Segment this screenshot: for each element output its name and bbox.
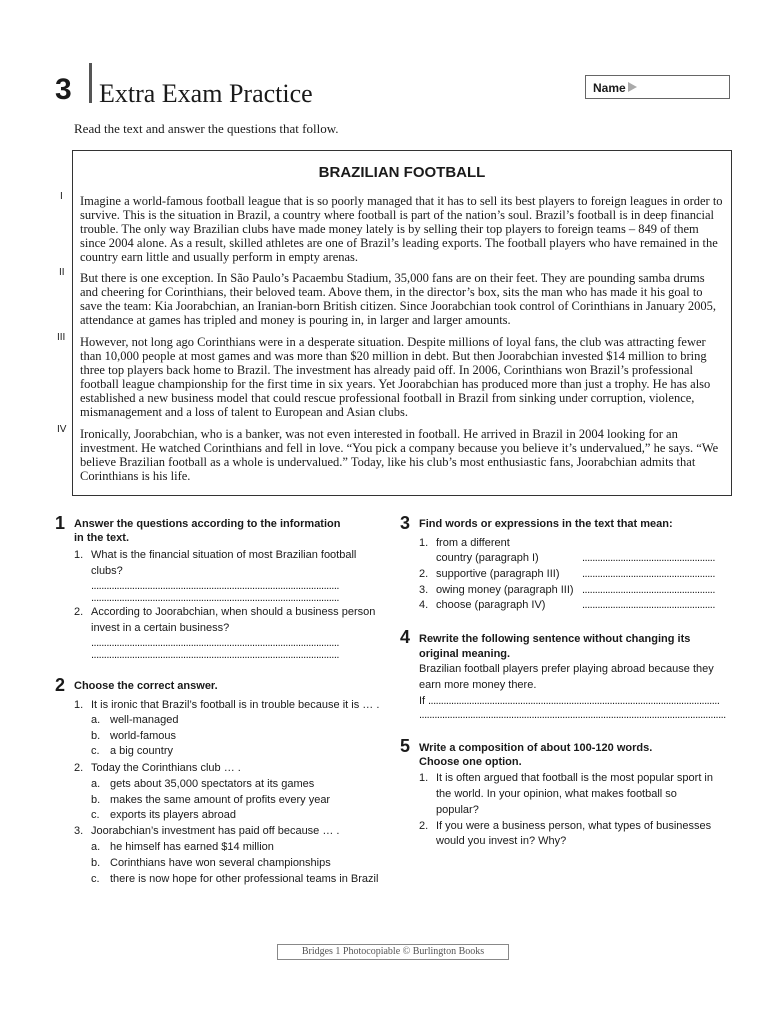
answer-line[interactable]: .................................................... [582, 584, 715, 596]
option-text[interactable]: he himself has earned $14 million [110, 841, 274, 853]
question-text: Today the Corinthians club … . [91, 762, 241, 774]
name-label: Name [593, 81, 626, 95]
paragraph-4: Ironically, Joorabchian, who is a banker, was not even interested in football. He arrived in Brazil in 2004 looking for an investment. He watched Corinthians and fell in love. “You pick a company because you believe it’s undervalued,” he says. “We believe Brazilian football as a whole is undervalued.” Today, like his club’s most enthusiastic fans, Joorabchian admits that Corinthians is his life. [80, 427, 719, 483]
answer-line[interactable]: ................................................................................................. [91, 580, 339, 592]
option-text: the world. In your opinion, what makes football so [436, 788, 677, 800]
option-letter: a. [91, 714, 101, 726]
item-text: choose (paragraph IV) [436, 599, 546, 611]
section-heading: Rewrite the following sentence without changing its [419, 633, 691, 645]
answer-line[interactable]: ........................................................................................................................ [419, 709, 726, 721]
paragraph-number: I [60, 191, 63, 202]
item-number: 4. [419, 599, 429, 611]
answer-line[interactable]: ................................................................................................. [91, 637, 339, 649]
paragraph-number: III [57, 332, 66, 343]
item-text: supportive (paragraph III) [436, 568, 560, 580]
if-label: If [419, 695, 426, 707]
section-number: 1 [55, 513, 66, 533]
section-number: 5 [400, 736, 411, 756]
name-field[interactable] [585, 75, 730, 99]
option-text[interactable]: there is now hope for other professional teams in Brazil [110, 873, 379, 885]
option-text: If you were a business person, what types of businesses [436, 820, 712, 832]
option-letter: a. [91, 841, 101, 853]
section-heading: in the text. [74, 532, 130, 544]
item-number: 3. [419, 584, 429, 596]
paragraph-1: Imagine a world-famous football league that is so poorly managed that it has to sell its best players to foreign leagues in order to survive. This is the situation in Brazil, a country where football is part of the nation’s soul. Brazil’s football is in deep financial trouble. The only way Brazilian clubs have made money lately is by selling their top players to foreign teams – 849 of them since 2004 alone. As a result, skilled athletes are one of Brazil’s leading exports. The football players who have remained in the country earn little and usually perform in empty arenas. [80, 194, 723, 264]
answer-line[interactable]: .................................................................................................................. [428, 695, 720, 707]
title-divider [89, 63, 92, 103]
page-title: Extra Exam Practice [99, 79, 313, 108]
option-text[interactable]: exports its players abroad [110, 809, 236, 821]
question-number: 2. [74, 762, 84, 774]
paragraph-number: IV [57, 424, 67, 435]
option-text[interactable]: a big country [110, 745, 173, 757]
answer-line[interactable]: .................................................... [582, 552, 715, 564]
instructions: Read the text and answer the questions that follow. [74, 121, 339, 136]
item-text: from a different [436, 537, 510, 549]
footer [277, 944, 509, 960]
option-number: 2. [419, 820, 429, 832]
reading-title: BRAZILIAN FOOTBALL [318, 164, 486, 181]
option-letter: c. [91, 745, 100, 757]
item-text: country (paragraph I) [436, 552, 539, 564]
question-number: 1. [74, 699, 84, 711]
footer-text: Bridges 1 Photocopiable © Burlington Books [301, 946, 485, 957]
paragraph-number: II [59, 267, 65, 278]
paragraph-3: However, not long ago Corinthians were in a desperate situation. Despite millions of loyal fans, the club was attracting fewer than 10,000 people at most games and was more than $20 million in debt. But then Joorabchian invested $14 million to bring three top players back home to Brazil. The investment has already paid off. In 2006, Corinthians won Brazil’s professional football league championship for the first time in six years. Yet Joorabchian has produced more than just a trophy. He has also established a new business model that could rescue professional football in Brazil from sinking under corruption, violence, mismanagement and a loss of talent to European and Asian clubs. [80, 335, 711, 419]
answer-line[interactable]: .................................................... [582, 568, 715, 580]
answer-line[interactable]: ................................................................................................. [91, 649, 339, 661]
sentence-text: Brazilian football players prefer playing abroad because they [419, 663, 714, 675]
section-heading: Write a composition of about 100-120 words. [419, 742, 653, 754]
section-heading: Choose one option. [419, 756, 522, 768]
question-text: invest in a certain business? [91, 622, 230, 634]
option-letter: c. [91, 873, 100, 885]
section-number: 4 [400, 627, 411, 647]
reading-text-box [72, 150, 732, 496]
section-heading: original meaning. [419, 648, 511, 660]
option-text[interactable]: well-managed [110, 714, 179, 726]
question-text: Joorabchian’s investment has paid off because … . [91, 825, 340, 837]
option-letter: b. [91, 794, 101, 806]
question-number: 2. [74, 606, 84, 618]
question-text: It is ironic that Brazil’s football is in trouble because it is … . [91, 699, 380, 711]
unit-number: 3 [55, 73, 72, 106]
option-text: would you invest in? Why? [436, 835, 567, 847]
item-text: owing money (paragraph III) [436, 584, 574, 596]
question-text: clubs? [91, 565, 123, 577]
option-letter: b. [91, 857, 101, 869]
option-letter: b. [91, 730, 101, 742]
option-number: 1. [419, 772, 429, 784]
section-number: 3 [400, 513, 411, 533]
item-number: 2. [419, 568, 429, 580]
paragraph-2: But there is one exception. In São Paulo’s Pacaembu Stadium, 35,000 fans are on their feet. They are pounding samba drums and cheering for Corinthians, their beloved team. Above them, in the director’s box, sits the man who has made it his goal to save the team: Kia Joorabchian, an Iranian-born British citizen. Since Joorabchian took control of Corinthians in January 2005, attendance at games has tripled and money is pouring in, in larger and larger amounts. [80, 271, 716, 327]
option-letter: a. [91, 778, 101, 790]
section-heading: Find words or expressions in the text that mean: [419, 518, 673, 530]
option-text[interactable]: Corinthians have won several championships [110, 857, 331, 869]
option-letter: c. [91, 809, 100, 821]
item-number: 1. [419, 537, 429, 549]
question-text: According to Joorabchian, when should a business person [91, 606, 376, 618]
option-text: popular? [436, 804, 479, 816]
section-number: 2 [55, 675, 66, 695]
answer-line[interactable]: ................................................................................................. [91, 592, 339, 604]
answer-line[interactable]: .................................................... [582, 599, 715, 611]
option-text[interactable]: gets about 35,000 spectators at its games [110, 778, 315, 790]
sentence-text: earn more money there. [419, 679, 537, 691]
section-heading: Answer the questions according to the information [74, 518, 341, 530]
question-text: What is the financial situation of most Brazilian football [91, 549, 357, 561]
option-text[interactable]: makes the same amount of profits every year [110, 794, 331, 806]
option-text[interactable]: world-famous [110, 730, 177, 742]
arrow-right-icon [628, 82, 637, 92]
section-heading: Choose the correct answer. [74, 680, 218, 692]
question-number: 1. [74, 549, 84, 561]
question-number: 3. [74, 825, 84, 837]
option-text: It is often argued that football is the most popular sport in [436, 772, 713, 784]
